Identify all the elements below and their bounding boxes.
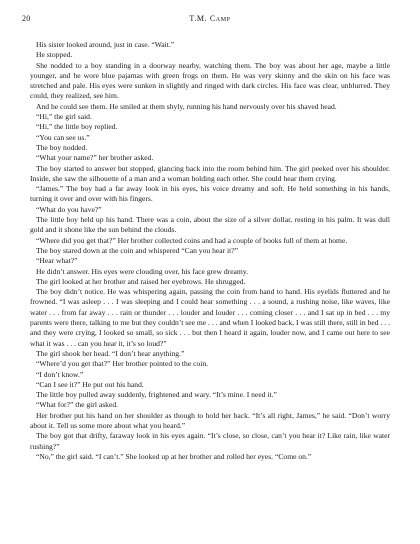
paragraph: She nodded to a boy standing in a doorway nearby, watching them. The boy was about her age, maybe a little younger, and he wore blue pajamas with green frogs on them. He was very skinny and the skin on his face was stretched and pale. His eyes were sunken in slightly and ringed with dark circles. His face was clear, unblurred. They could, they realized, see him. — [30, 60, 390, 101]
paragraph: He stopped. — [36, 50, 73, 60]
paragraph: “Where did you get that?” Her brother collected coins and had a couple of books full of them at home. — [36, 235, 348, 245]
paragraph: Her brother put his hand on her shoulder as though to hold her back. “It’s all right, James,” he said. “Don’t worry about it. Tell us some more about what you heard.” — [30, 410, 390, 430]
paragraph: The girl shook her head. “I don’t hear anything.” — [36, 348, 185, 358]
paragraph: The boy started to answer but stopped, glancing back into the room behind him. The girl peeked over his shoulder. Inside, she saw the silhouette of a man and a woman holding each other. She could hear them crying. — [30, 163, 390, 183]
body-text — [30, 40, 390, 462]
paragraph: “What for?” the girl asked. — [36, 400, 119, 410]
paragraph: “What do you have?” — [36, 204, 102, 214]
paragraph: “James.” The boy had a far away look in his eyes, his voice dreamy and soft. He held something in his hands, turning it over and over with his fingers. — [30, 184, 390, 204]
paragraph: “Where’d you get that?” Her brother pointed to the coin. — [36, 359, 209, 369]
paragraph: “Hear what?” — [36, 256, 78, 266]
paragraph: His sister looked around, just in case. “Wait.” — [36, 40, 175, 49]
paragraph: “Hi,” the girl said. — [36, 112, 92, 122]
paragraph: The girl looked at her brother and raised her eyebrows. He shrugged. — [36, 276, 246, 286]
paragraph: “You can see us.” — [36, 132, 90, 142]
paragraph: “Can I see it?” He put out his hand. — [36, 379, 144, 389]
paragraph: “Hi,” the little boy replied. — [36, 122, 118, 132]
paragraph: And he could see them. He smiled at them shyly, running his hand nervously over his shaved head. — [36, 101, 337, 111]
page-number: 20 — [22, 14, 31, 23]
paragraph: The boy got that drifty, faraway look in his eyes again. “It’s close, so close, can’t you hear it? Like rain, like water rushing?” — [30, 431, 390, 451]
running-head-author: T.M. Camp — [189, 14, 231, 23]
paragraph: The little boy held up his hand. There was a coin, about the size of a silver dollar, resting in his palm. It was dull gold and it shone like the sun behind the clouds. — [30, 215, 390, 235]
paragraph: The boy didn’t notice. He was whispering again, passing the coin from hand to hand. His eyelids fluttered and he frowned. “I was asleep . . . I was sleeping and I could hear something . . . a sound, a rushing noise, like waves, like water . . . from far away . . . rain or thunder . . . louder and louder . . . coming closer . . . and I sat up in bed . . . my parents were there, talking to me but they couldn’t see me . . . and when I looked back, I was still there, still in bed . . . and they were crying, I looked so small, so sick . . . but then I heard it again, louder now, and I came out here to see what it was . . . can you hear it, it’s so loud?” — [30, 287, 390, 348]
paragraph: The boy nodded. — [36, 142, 88, 152]
paragraph: The little boy pulled away suddenly, frightened and wary. “It’s mine. I need it.” — [36, 390, 277, 400]
page-header — [22, 14, 398, 26]
paragraph: He didn’t answer. His eyes were clouding over, his face grew dreamy. — [36, 266, 249, 276]
paragraph: “What your name?” her brother asked. — [36, 153, 154, 163]
paragraph: The boy stared down at the coin and whispered “Can you hear it?” — [36, 245, 239, 255]
paragraph: “I don’t know.” — [36, 369, 84, 379]
paragraph: “No,” the girl said. “I can’t.” She looked up at her brother and rolled her eyes. “Come on.” — [36, 451, 312, 461]
